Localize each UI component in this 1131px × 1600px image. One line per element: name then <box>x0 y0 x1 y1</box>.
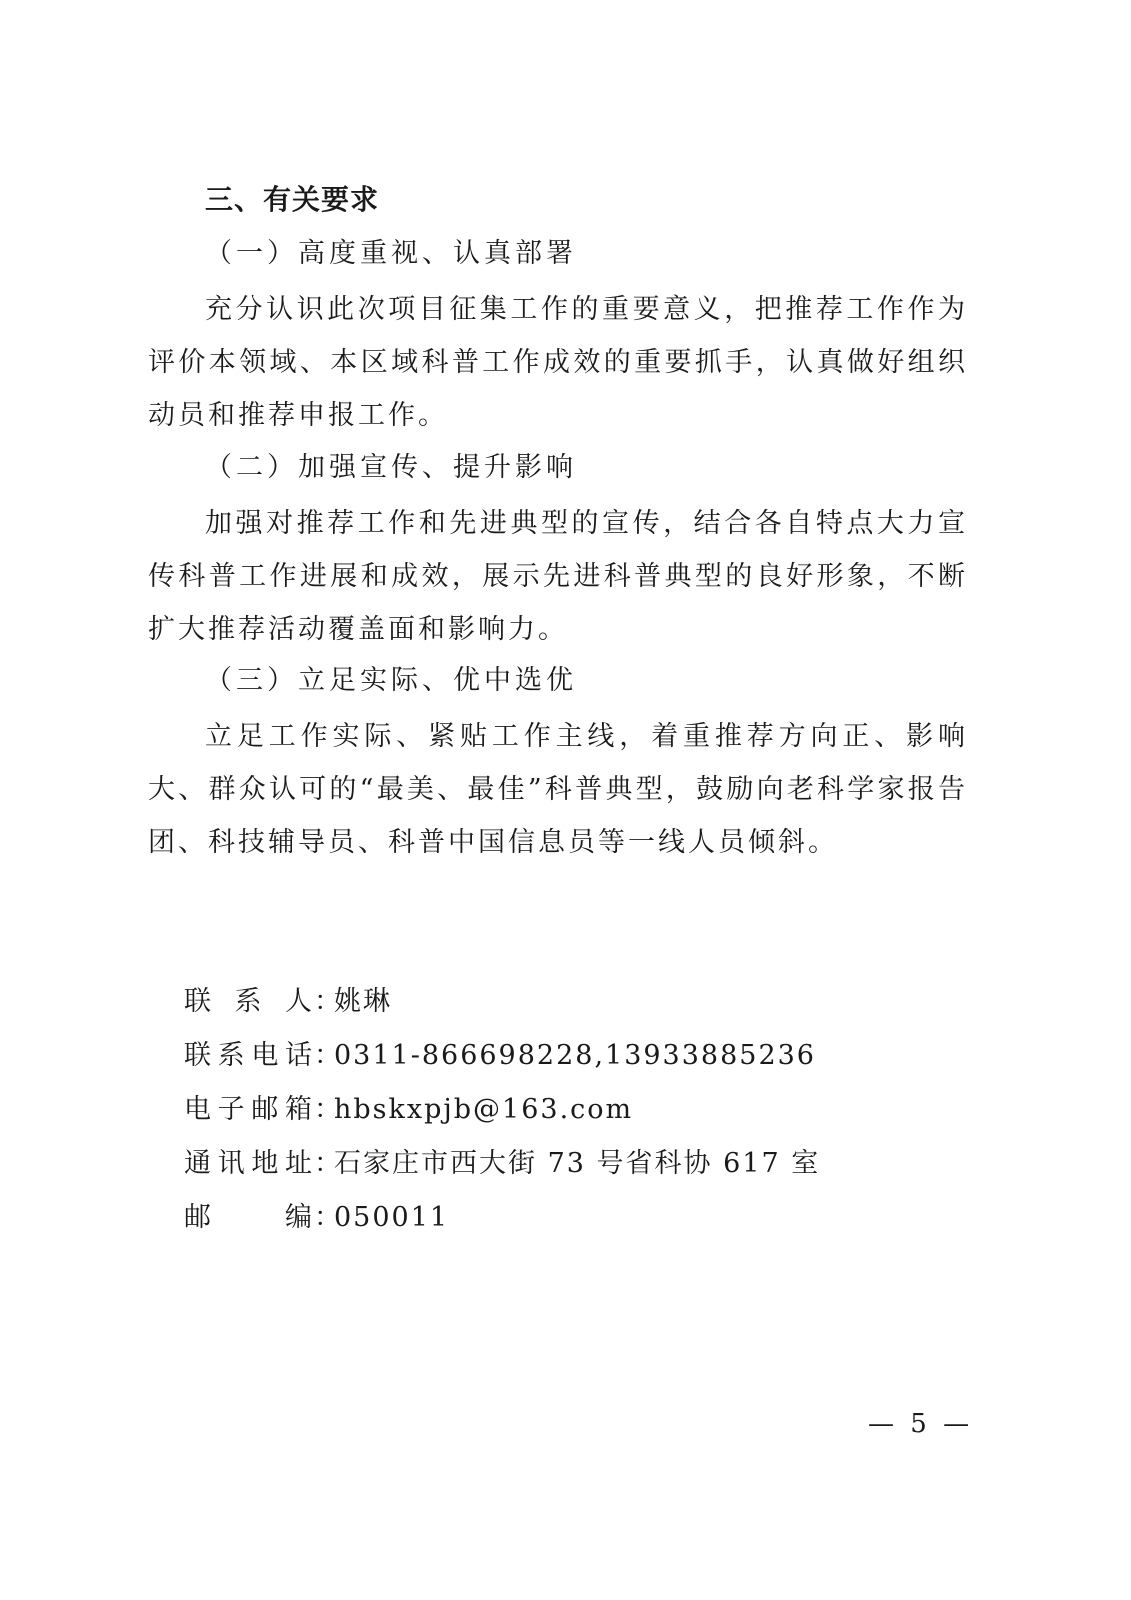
contact-colon: ： <box>314 1040 341 1071</box>
subheading-3: （三）立足实际、优中选优 <box>205 665 577 696</box>
paragraph-3: 立足工作实际、紧贴工作主线，着重推荐方向正、影响大、群众认可的“最美、最佳”科普典型，鼓励向老科学家报告团、科技辅导员、科普中国信息员等一线人员倾斜。 <box>148 721 968 858</box>
contact-row-postcode <box>184 1196 820 1250</box>
contact-colon: ： <box>314 1202 341 1233</box>
section-heading: 三、有关要求 <box>205 183 380 216</box>
contact-label: 通讯地址 <box>184 1148 314 1179</box>
contact-value: hbskxpjb@163.com <box>334 1094 634 1125</box>
contact-colon: ： <box>314 1094 341 1125</box>
contact-value: 姚琳 <box>334 986 392 1017</box>
contact-label: 联系电话 <box>184 1040 314 1071</box>
contact-row-person <box>184 980 820 1034</box>
contact-row-phone <box>184 1034 820 1088</box>
contact-value: 石家庄市西大街 73 号省科协 617 室 <box>334 1148 821 1179</box>
contact-colon: ： <box>314 986 341 1017</box>
paragraph-1: 充分认识此次项目征集工作的重要意义，把推荐工作作为评价本领域、本区域科普工作成效的重要抓手，认真做好组织动员和推荐申报工作。 <box>148 294 968 431</box>
contact-value: 050011 <box>334 1202 450 1233</box>
subheading-2: （二）加强宣传、提升影响 <box>205 452 577 483</box>
contact-label: 电子邮箱 <box>184 1094 314 1125</box>
contact-label: 联系人 <box>184 986 314 1017</box>
contact-value: 0311-866698228,13933885236 <box>334 1040 816 1071</box>
contact-block <box>184 980 820 1250</box>
paragraph-2: 加强对推荐工作和先进典型的宣传，结合各自特点大力宣传科普工作进展和成效，展示先进科普典型的良好形象，不断扩大推荐活动覆盖面和影响力。 <box>148 508 968 645</box>
contact-row-email <box>184 1088 820 1142</box>
subheading-1: （一）高度重视、认真部署 <box>205 238 577 269</box>
page-number: — 5 — <box>868 1409 974 1439</box>
contact-colon: ： <box>314 1148 341 1179</box>
contact-label: 邮编 <box>184 1202 314 1233</box>
contact-row-address <box>184 1142 820 1196</box>
